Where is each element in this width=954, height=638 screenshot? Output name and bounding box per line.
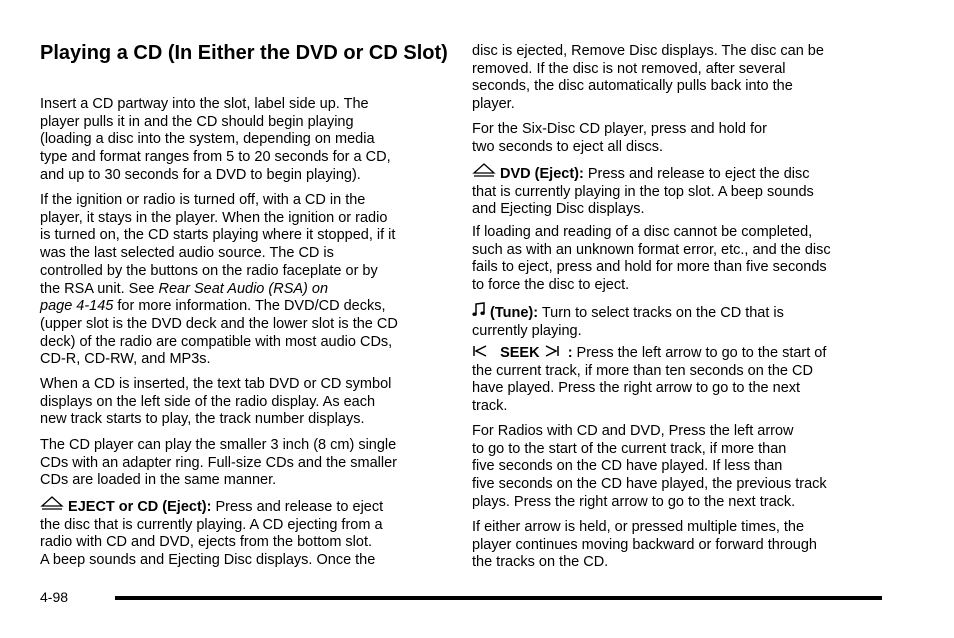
eject-cd-text: Press and release to eject the disc that is currently playing. A CD ejecting from a radio with CD and DVD, ejects from the bottom slot. A beep sounds and Ejecting Disc displays. Once the: [40, 499, 384, 569]
seek-forward-icon: [544, 345, 560, 363]
dvd-eject-text: Press and release to eject the disc that is currently playing in the top slot. A beep sounds and Ejecting Disc displays.: [472, 166, 814, 218]
section-title: Playing a CD (In Either the DVD or CD Slot): [40, 42, 448, 64]
music-note-icon: [472, 302, 486, 323]
footer-rule: [115, 596, 882, 600]
seek-text: Press the left arrow to go to the start of the current track, if more than ten seconds on the CD have played. Press the right arrow to go to the next track.: [472, 345, 827, 415]
seek-label: SEEK: [500, 345, 540, 361]
page-number: 4-98: [40, 589, 69, 605]
seek-colon: :: [567, 345, 573, 361]
paragraph-ignition-text-a: If the ignition or radio is turned off, with a CD in the player, it stays in the player. When the ignition or radio is turned on, the CD starts playing where it stopped, if it was the last selected audio source. The CD is controlled by the buttons on the radio faceplate or by the RSA unit. See: [40, 192, 396, 297]
paragraph-load-error: If loading and reading of a disc cannot be completed, such as with an unknown format error, etc., and the disc fails to eject, press and hold for more than five seconds to force the disc to eject.: [472, 224, 831, 294]
paragraph-ignition-text-b: for more information. The DVD/CD decks, (upper slot is the DVD deck and the lower slot is the CD deck) of the radio are compatible with most audio CDs, CD-R, CD-RW, and MP3s.: [40, 298, 398, 368]
paragraph-cd-dvd-radios: For Radios with CD and DVD, Press the left arrow to go to the start of the current track, if more than five seconds on the CD have played. If less than five seconds on the CD have played, the previous track plays. Press the right arrow to go to the next track.: [472, 423, 827, 510]
paragraph-dvd-eject: [472, 163, 882, 219]
paragraph-six-disc: For the Six-Disc CD player, press and hold for two seconds to eject all discs.: [472, 121, 767, 155]
paragraph-insert-cd: Insert a CD partway into the slot, label side up. The player pulls it in and the CD should begin playing (loading a disc into the system, depending on media type and format ranges from 5 to 20 seconds for a CD, and up to 30 seconds for a DVD to begin playing).: [40, 96, 391, 183]
eject-icon: [40, 496, 64, 517]
eject-icon: [472, 163, 496, 184]
paragraph-eject-cd: [40, 496, 450, 570]
tune-text: Turn to select tracks on the CD that is currently playing.: [472, 305, 784, 339]
seek-back-icon: [472, 345, 488, 363]
dvd-eject-label: DVD (Eject):: [500, 166, 584, 182]
paragraph-disc-ejected: disc is ejected, Remove Disc displays. The disc can be removed. If the disc is not removed, after several seconds, the disc automatically pulls back into the player.: [472, 43, 824, 113]
paragraph-cd-symbol: When a CD is inserted, the text tab DVD or CD symbol displays on the left side of the radio display. As each new track starts to play, the track number displays.: [40, 376, 392, 428]
paragraph-ignition: [40, 192, 450, 369]
paragraph-tune: [472, 302, 882, 340]
eject-cd-label: EJECT or CD (Eject):: [68, 499, 212, 515]
tune-label: (Tune):: [490, 305, 539, 321]
paragraph-small-cds: The CD player can play the smaller 3 inch (8 cm) single CDs with an adapter ring. Full-size CDs and the smaller CDs are loaded in the same manner.: [40, 437, 397, 489]
rsa-reference: Rear Seat Audio (RSA) on page 4-145: [40, 280, 329, 315]
paragraph-seek: [472, 345, 882, 416]
paragraph-arrow-held: If either arrow is held, or pressed multiple times, the player continues moving backward or forward through the tracks on the CD.: [472, 519, 817, 571]
